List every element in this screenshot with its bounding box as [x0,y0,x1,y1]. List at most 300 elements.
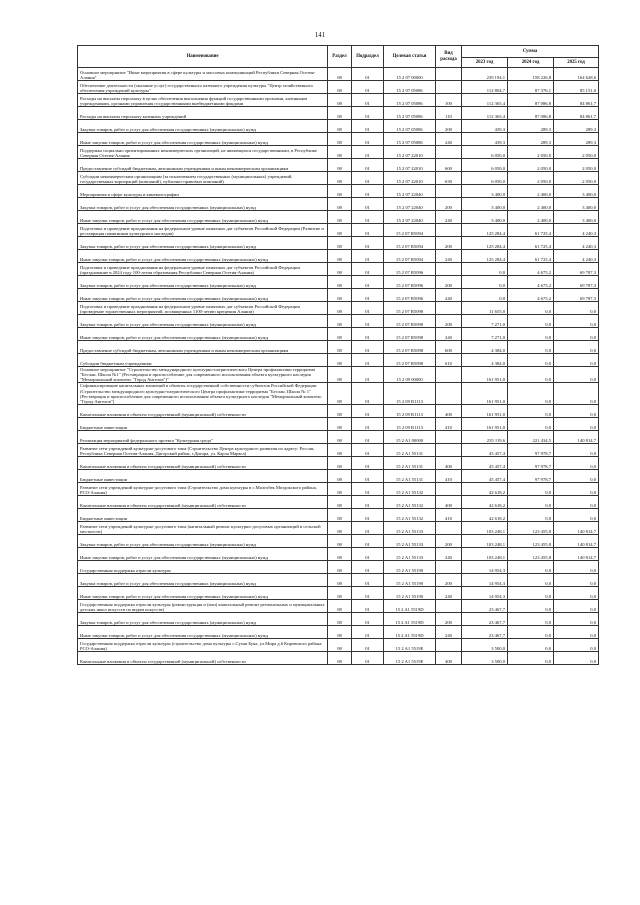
row-podrazdel: 01 [352,521,384,534]
row-sum-2025: 0,0 [554,560,599,573]
row-expense-type: 400 [436,495,462,508]
row-expense-type: 240 [436,586,462,599]
row-sum-2024: 4 675,2 [508,263,554,276]
table-row [78,430,599,443]
row-target-article: 15 2 A1 55131 [384,469,436,482]
table-row [78,120,599,133]
row-razdel: 08 [328,185,352,198]
row-razdel: 08 [328,250,352,263]
row-target-article: 15 2 A1 00000 [384,430,436,443]
row-target-article: 15 2 07 R5098 [384,354,436,367]
row-razdel: 08 [328,404,352,417]
row-target-article: 15 2 07 22040 [384,211,436,224]
row-sum-2024: 158 226,8 [508,68,554,81]
row-podrazdel: 01 [352,263,384,276]
row-sum-2025: 69 787,3 [554,276,599,289]
table-row [78,302,599,315]
row-razdel: 08 [328,263,352,276]
row-name: Подготовка и проведение празднования на федеральном уровне памятных дат субъектов Российской Федерации (празднование в 2024 году 100-летия образования Республики Северная Осетия-Алания) [78,263,328,276]
row-name: Закупка товаров, работ и услуг для обеспечения государственных (муниципальных) нужд [78,198,328,211]
row-sum-2025: 0,0 [554,508,599,521]
row-sum-2024: 0,0 [508,651,554,664]
row-razdel: 08 [328,354,352,367]
row-sum-2024: 4 675,2 [508,276,554,289]
row-expense-type: 610 [436,354,462,367]
row-expense-type [436,367,462,383]
row-podrazdel: 01 [352,367,384,383]
row-sum-2024: 97 978,7 [508,443,554,456]
row-sum-2023: 161 951,0 [462,383,508,405]
row-sum-2025: 0,0 [554,341,599,354]
row-sum-2024: 0,0 [508,508,554,521]
header-name: Наименование [78,46,328,68]
row-podrazdel: 01 [352,211,384,224]
row-podrazdel: 01 [352,383,384,405]
row-podrazdel: 01 [352,133,384,146]
row-sum-2023: 103 248,1 [462,547,508,560]
row-podrazdel: 01 [352,120,384,133]
row-sum-2024: 0,0 [508,560,554,573]
row-sum-2025: 4 240,3 [554,237,599,250]
row-sum-2025: 3 400,0 [554,198,599,211]
row-name: Иные закупки товаров, работ и услуг для обеспечения государственных (муниципальных) нужд [78,328,328,341]
row-sum-2023: 14 954,3 [462,573,508,586]
row-sum-2024: 97 978,7 [508,456,554,469]
row-name: Реализация мероприятий федерального проекта "Культурная среда" [78,430,328,443]
row-target-article: 15 2 A1 5519D [384,599,436,612]
row-sum-2024: 0,0 [508,383,554,405]
row-name: Развитие сети учреждений культурно-досугового типа (Строительство дома культуры в с.Малгобек Моздокского района, РСО-Алания) [78,482,328,495]
row-expense-type: 240 [436,328,462,341]
row-name: Иные закупки товаров, работ и услуг для обеспечения государственных (муниципальных) нужд [78,625,328,638]
table-row [78,237,599,250]
row-podrazdel: 01 [352,146,384,159]
row-name: Подготовка и проведение празднования на федеральном уровне памятных дат субъектов Российской Федерации (Развитие и реставрация памятников культурного наследия) [78,224,328,237]
row-razdel: 08 [328,612,352,625]
row-podrazdel: 01 [352,612,384,625]
row-podrazdel: 01 [352,547,384,560]
table-row [78,276,599,289]
row-sum-2024: 2 050,0 [508,146,554,159]
row-sum-2025: 0,0 [554,302,599,315]
row-razdel: 08 [328,289,352,302]
table-row [78,68,599,81]
row-sum-2024: 0,0 [508,315,554,328]
row-podrazdel: 01 [352,276,384,289]
row-expense-type: 600 [436,159,462,172]
row-sum-2025: 3 400,0 [554,211,599,224]
row-expense-type: 240 [436,289,462,302]
row-sum-2023: 45 457,4 [462,456,508,469]
row-sum-2025: 2 050,0 [554,146,599,159]
row-expense-type: 240 [436,250,462,263]
row-sum-2025: 0,0 [554,404,599,417]
header-year-2024: 2024 год [508,58,554,68]
row-razdel: 08 [328,341,352,354]
row-razdel: 08 [328,599,352,612]
table-row [78,315,599,328]
row-target-article: 15 2 09 R1113 [384,383,436,405]
row-target-article: 15 2 07 R5098 [384,315,436,328]
row-sum-2025: 0,0 [554,586,599,599]
table-row [78,107,599,120]
row-sum-2025: 0,0 [554,315,599,328]
row-expense-type [436,224,462,237]
row-expense-type: 240 [436,547,462,560]
header-year-2023: 2023 год [462,58,508,68]
row-expense-type: 100 [436,94,462,107]
row-sum-2023: 0,0 [462,289,508,302]
row-name: Государственная поддержка отрасли культуры [78,560,328,573]
table-row [78,443,599,456]
row-sum-2023: 161 951,0 [462,404,508,417]
row-razdel: 08 [328,573,352,586]
row-expense-type [436,638,462,651]
row-name: Обеспечение деятельности (оказание услуг) государственного казенного учреждения культуры "Центр хозяйственного обеспечения учреждений культуры" [78,81,328,94]
row-sum-2025: 69 787,3 [554,263,599,276]
row-sum-2025: 164 628,6 [554,68,599,81]
row-podrazdel: 01 [352,508,384,521]
row-sum-2023: 45 457,4 [462,443,508,456]
table-row [78,560,599,573]
row-target-article: 15 2 07 05086 [384,107,436,120]
header-expense-type: Вид расхода [436,46,462,68]
row-sum-2023: 6 050,0 [462,146,508,159]
row-sum-2024: 221 434,5 [508,430,554,443]
row-podrazdel: 01 [352,185,384,198]
row-name: Бюджетные инвестиции [78,469,328,482]
row-sum-2024: 2 400,0 [508,198,554,211]
row-sum-2023: 3 400,0 [462,198,508,211]
row-podrazdel: 01 [352,302,384,315]
row-name: Основное мероприятие "Строительство международного культурно-патриотического Центра профилактики терроризма "Беслан. Школа №1" (Реставрация и приспособление для современного использования объекта культурного наследия "Мемориальный комплекс "Город Ангелов")" [78,367,328,383]
row-sum-2024: 2 050,0 [508,159,554,172]
row-name: Капитальные вложения в объекты государственной (муниципальной) собственности [78,495,328,508]
row-sum-2023: 14 954,3 [462,560,508,573]
row-podrazdel: 01 [352,456,384,469]
row-name: Развитие сети учреждений культурно-досугового типа (капитальный ремонт культурно-досуговых организаций в сельской местности) [78,521,328,534]
header-podrazdel: Подраздел [352,46,384,68]
row-sum-2023: 42 618,2 [462,508,508,521]
row-podrazdel: 01 [352,289,384,302]
row-razdel: 08 [328,586,352,599]
row-sum-2025: 84 861,7 [554,107,599,120]
row-podrazdel: 01 [352,198,384,211]
row-sum-2024: 61 725,4 [508,224,554,237]
row-podrazdel: 01 [352,625,384,638]
row-sum-2024: 0,0 [508,573,554,586]
row-target-article: 15 2 07 05086 [384,133,436,146]
row-sum-2025: 0,0 [554,651,599,664]
row-razdel: 08 [328,417,352,430]
row-target-article: 15 2 07 00000 [384,68,436,81]
row-target-article: 15 2 A1 55132 [384,482,436,495]
row-expense-type [436,383,462,405]
row-sum-2025: 140 814,7 [554,547,599,560]
table-row [78,81,599,94]
table-row [78,612,599,625]
row-razdel: 08 [328,547,352,560]
row-podrazdel: 01 [352,651,384,664]
page-number: 141 [314,31,326,39]
row-target-article: 15 2 09 00000 [384,367,436,383]
row-sum-2024: 0,0 [508,404,554,417]
row-razdel: 08 [328,315,352,328]
row-podrazdel: 01 [352,94,384,107]
table-row [78,211,599,224]
row-name: Государственная поддержка отрасли культуры (реконструкция и (или) капитальный ремонт региональных и муниципальных детских школ искусств по видам искусств) [78,599,328,612]
row-expense-type: 240 [436,133,462,146]
table-row [78,625,599,638]
row-razdel: 08 [328,146,352,159]
row-sum-2025: 0,0 [554,482,599,495]
table-row [78,599,599,612]
row-sum-2023: 42 618,2 [462,482,508,495]
row-podrazdel: 01 [352,469,384,482]
row-name: Иные закупки товаров, работ и услуг для обеспечения государственных (муниципальных) нужд [78,211,328,224]
row-expense-type [436,185,462,198]
row-podrazdel: 01 [352,404,384,417]
row-sum-2024: 0,0 [508,328,554,341]
table-row [78,341,599,354]
row-expense-type [436,430,462,443]
row-expense-type [436,482,462,495]
table-row [78,495,599,508]
row-name: Иные закупки товаров, работ и услуг для обеспечения государственных (муниципальных) нужд [78,547,328,560]
table-row [78,456,599,469]
row-razdel: 08 [328,521,352,534]
row-razdel: 08 [328,159,352,172]
row-podrazdel: 01 [352,250,384,263]
table-row [78,404,599,417]
row-podrazdel: 01 [352,68,384,81]
row-sum-2025: 0,0 [554,354,599,367]
table-row [78,172,599,185]
row-expense-type: 410 [436,469,462,482]
row-target-article: 15 2 07 22010 [384,172,436,185]
row-sum-2023: 0,0 [462,263,508,276]
row-sum-2023: 4 384,0 [462,354,508,367]
row-name: Закупка товаров, работ и услуг для обеспечения государственных (муниципальных) нужд [78,573,328,586]
row-razdel: 08 [328,211,352,224]
row-podrazdel: 01 [352,638,384,651]
row-razdel: 08 [328,534,352,547]
row-sum-2025: 4 240,3 [554,250,599,263]
row-target-article: 15 2 A1 55133 [384,534,436,547]
table-row [78,521,599,534]
row-sum-2023: 3 500,0 [462,651,508,664]
row-name: Иные закупки товаров, работ и услуг для обеспечения государственных (муниципальных) нужд [78,133,328,146]
row-podrazdel: 01 [352,417,384,430]
row-sum-2023: 161 951,0 [462,367,508,383]
row-sum-2024: 0,0 [508,599,554,612]
row-target-article: 15 2 07 22010 [384,159,436,172]
row-sum-2024: 2 400,0 [508,185,554,198]
row-sum-2024: 0,0 [508,612,554,625]
row-sum-2023: 3 400,0 [462,185,508,198]
row-target-article: 15 2 07 22010 [384,146,436,159]
row-podrazdel: 01 [352,81,384,94]
header-razdel: Раздел [328,46,352,68]
row-sum-2024: 61 725,4 [508,250,554,263]
row-razdel: 08 [328,224,352,237]
row-target-article: 15 2 07 05086 [384,81,436,94]
table-row [78,482,599,495]
row-target-article: 15 2 07 R5094 [384,237,436,250]
row-sum-2025: 0,0 [554,383,599,405]
row-podrazdel: 01 [352,430,384,443]
row-sum-2023: 125 284,4 [462,224,508,237]
row-name: Поддержка социально ориентированных некоммерческих организаций, не являющихся государственными, в Республике Северная Осетия-Алания [78,146,328,159]
row-sum-2023: 3 400,0 [462,211,508,224]
table-row [78,94,599,107]
row-target-article: 15 2 A1 55132 [384,508,436,521]
row-sum-2024: 0,0 [508,495,554,508]
row-target-article: 15 2 07 R5098 [384,341,436,354]
row-name: Предоставление субсидий бюджетным, автономным учреждениям и иным некоммерческим организациям [78,341,328,354]
row-target-article: 15 2 A1 55133 [384,547,436,560]
row-sum-2024: 0,0 [508,367,554,383]
row-razdel: 08 [328,302,352,315]
row-razdel: 08 [328,560,352,573]
table-body [78,68,599,665]
table-row [78,198,599,211]
row-target-article: 15 2 07 R5094 [384,250,436,263]
row-sum-2024: 4 675,2 [508,289,554,302]
table-row [78,263,599,276]
row-name: Капитальные вложения в объекты государственной (муниципальной) собственности [78,456,328,469]
table-row [78,328,599,341]
row-razdel: 08 [328,443,352,456]
row-name: Закупка товаров, работ и услуг для обеспечения государственных (муниципальных) нужд [78,237,328,250]
row-sum-2025: 140 814,7 [554,430,599,443]
table-row [78,534,599,547]
table-row [78,354,599,367]
row-sum-2025: 2 050,0 [554,159,599,172]
row-sum-2025: 0,0 [554,469,599,482]
row-sum-2024: 289,3 [508,133,554,146]
row-razdel: 08 [328,172,352,185]
row-name: Расходы на выплаты персоналу в целях обеспечения выполнения функций государственными органами, казенными учреждениями, органами управления государственными внебюджетными фондами [78,94,328,107]
table-row [78,185,599,198]
row-name: Капитальные вложения в объекты государственной (муниципальной) собственности [78,404,328,417]
table-row [78,133,599,146]
row-name: Мероприятия в сфере культуры и кинематографии [78,185,328,198]
row-expense-type [436,302,462,315]
row-podrazdel: 01 [352,315,384,328]
row-target-article: 15 2 A1 5519E [384,638,436,651]
row-target-article: 15 2 07 05086 [384,120,436,133]
row-sum-2023: 6 050,0 [462,159,508,172]
row-sum-2023: 23 467,7 [462,612,508,625]
row-razdel: 08 [328,482,352,495]
row-sum-2023: 439,3 [462,133,508,146]
row-target-article: 15 2 07 R5098 [384,302,436,315]
row-sum-2024: 123 455,8 [508,547,554,560]
row-name: Капитальные вложения в объекты государственной (муниципальной) собственности [78,651,328,664]
table-row [78,469,599,482]
row-target-article: 15 2 A1 55131 [384,456,436,469]
row-razdel: 08 [328,651,352,664]
row-target-article: 15 2 07 R5096 [384,263,436,276]
row-sum-2023: 112 365,4 [462,107,508,120]
row-sum-2023: 125 284,4 [462,237,508,250]
row-name: Развитие сети учреждений культурно-досугового типа (Строительство Центра культурного развития по адресу: Россия, Республика Северная Осетия-Алания, Дигорский район, г.Дигора, ул. Карла Маркса) [78,443,328,456]
row-expense-type [436,68,462,81]
row-sum-2024: 87 086,8 [508,94,554,107]
row-sum-2023: 103 248,1 [462,521,508,534]
row-razdel: 08 [328,198,352,211]
row-razdel: 08 [328,367,352,383]
row-name: Бюджетные инвестиции [78,508,328,521]
table-row [78,159,599,172]
row-podrazdel: 01 [352,534,384,547]
row-sum-2025: 140 814,7 [554,534,599,547]
row-sum-2023: 23 467,7 [462,599,508,612]
table-row [78,224,599,237]
row-target-article: 15 2 07 R5098 [384,328,436,341]
table-row [78,146,599,159]
row-sum-2023: 235 119,6 [462,430,508,443]
row-sum-2023: 125 284,4 [462,250,508,263]
row-sum-2024: 0,0 [508,341,554,354]
row-sum-2024: 97 978,7 [508,469,554,482]
row-podrazdel: 01 [352,573,384,586]
row-podrazdel: 01 [352,495,384,508]
row-sum-2024: 0,0 [508,638,554,651]
row-sum-2025: 289,3 [554,120,599,133]
row-name: Закупка товаров, работ и услуг для обеспечения государственных (муниципальных) нужд [78,120,328,133]
row-sum-2023: 14 954,3 [462,586,508,599]
row-razdel: 08 [328,68,352,81]
row-razdel: 08 [328,383,352,405]
row-sum-2024: 2 050,0 [508,172,554,185]
row-name: Субсидии бюджетным учреждениям [78,354,328,367]
row-target-article: 15 2 07 22040 [384,198,436,211]
row-sum-2023: 45 457,4 [462,469,508,482]
row-razdel: 08 [328,133,352,146]
row-sum-2025: 69 787,3 [554,289,599,302]
row-podrazdel: 01 [352,172,384,185]
row-sum-2023: 161 951,0 [462,417,508,430]
row-sum-2024: 61 725,4 [508,237,554,250]
row-sum-2024: 123 455,8 [508,521,554,534]
row-razdel: 08 [328,328,352,341]
row-sum-2025: 3 400,0 [554,185,599,198]
row-podrazdel: 01 [352,354,384,367]
row-sum-2025: 0,0 [554,638,599,651]
row-razdel: 08 [328,456,352,469]
row-expense-type [436,146,462,159]
row-podrazdel: 01 [352,237,384,250]
row-target-article: 15 2 A1 5519D [384,625,436,638]
row-podrazdel: 01 [352,560,384,573]
row-sum-2024: 289,3 [508,120,554,133]
row-expense-type [436,521,462,534]
row-expense-type: 200 [436,534,462,547]
row-sum-2023: 3 500,0 [462,638,508,651]
row-target-article: 15 2 A1 55190 [384,560,436,573]
table-row [78,573,599,586]
row-sum-2025: 84 861,7 [554,94,599,107]
row-expense-type: 200 [436,612,462,625]
header-sum: Сумма [462,46,599,58]
row-sum-2025: 0,0 [554,456,599,469]
row-razdel: 08 [328,81,352,94]
row-sum-2025: 0,0 [554,573,599,586]
row-name: Государственная поддержка отрасли культуры (строительство дома культуры с.Сухая Бука, ул.Мира д.6 Кировского района РСО-Алания) [78,638,328,651]
row-expense-type: 240 [436,625,462,638]
